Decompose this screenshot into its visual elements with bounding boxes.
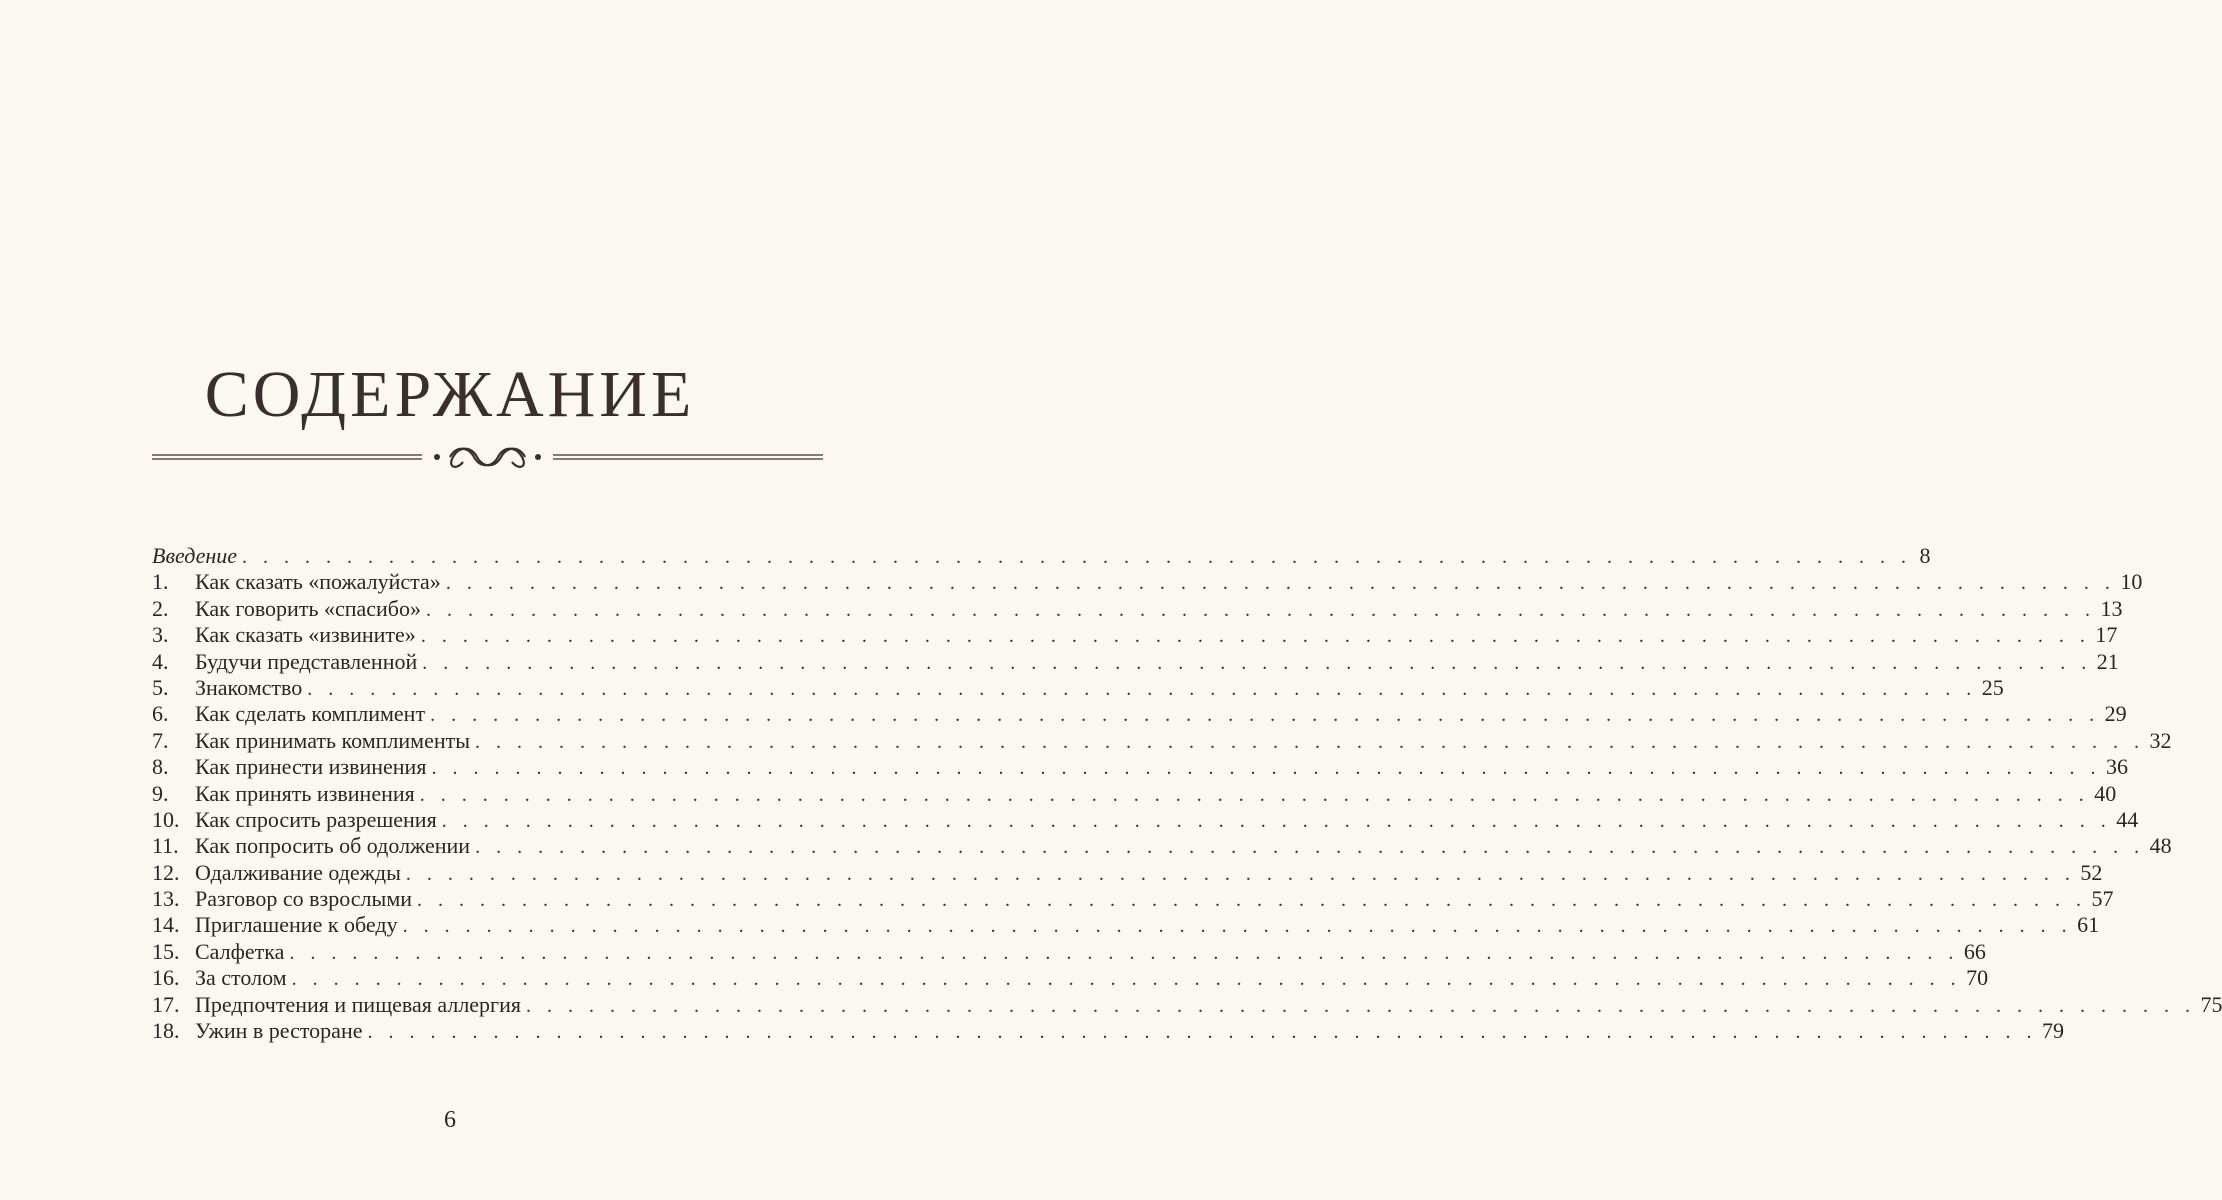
toc-entry-title: Предпочтения и пищевая аллергия (195, 991, 521, 1017)
toc-entry-number: 6. (152, 701, 169, 727)
toc-entry-page: 44 (2116, 806, 2139, 832)
toc-entry-number: 11. (152, 833, 179, 859)
toc-entry-title: Как говорить «спасибо» (195, 595, 422, 621)
toc-entry-page: 10 (2120, 569, 2143, 595)
toc-entry-title: Одалживание одежды (195, 859, 401, 885)
toc-entry-number: 17. (152, 991, 180, 1017)
toc-entry (152, 833, 2172, 859)
toc-dot-leader: . . . . . . . . . . . . . . . . . . . . . . . . . . . . . . . . . . . . . . . . . . . . . . . . . . . . . . . . . . . . . . . . . . . . . . . . . . . . . . . . (441, 809, 2112, 832)
toc-entry (152, 780, 2117, 807)
toc-entry (152, 912, 2100, 938)
toc-dot-leader: . . . . . . . . . . . . . . . . . . . . . . . . . . . . . . . . . . . . . . . . . . . . . . . . . . . . . . . . . . . . . . . . . . . . . . . . . . . . . . . . (430, 704, 2100, 727)
toc-dot-leader: . . . . . . . . . . . . . . . . . . . . . . . . . . . . . . . . . . . . . . . . . . . . . . . . . . . . . . . . . . . . . . . . . . . . . . . . . . . . . . . . (426, 598, 2096, 621)
toc-entry (152, 965, 1989, 991)
toc-entry-number: 10. (152, 806, 180, 832)
toc-entry (152, 886, 2114, 912)
toc-entry-number: 4. (152, 648, 169, 674)
toc-dot-leader: . . . . . . . . . . . . . . . . . . . . . . . . . . . . . . . . . . . . . . . . . . . . . . . . . . . . . . . . . . . . . . . . . . . . . . . . . . . . . . . . (422, 651, 2092, 674)
toc-entry (152, 701, 2127, 727)
toc-entry-title: Будучи представленной (195, 648, 418, 674)
toc-entry-number: 12. (152, 859, 180, 885)
toc-entry-number: 1. (152, 569, 169, 595)
toc-entry-number: 3. (152, 622, 169, 648)
toc-entry-page: 17 (2095, 622, 2118, 648)
toc-entry-page: 48 (2149, 833, 2172, 859)
toc-entry-title: Знакомство (195, 674, 303, 700)
toc-entry (152, 938, 1986, 965)
toc-entry-page: 75 (2200, 991, 2222, 1017)
toc-entry-page: 36 (2105, 754, 2128, 780)
toc-entry (152, 859, 2103, 886)
toc-entry (152, 569, 2143, 595)
title-divider-ornament (150, 440, 825, 480)
toc-entry (152, 1018, 2064, 1044)
toc-dot-leader: . . . . . . . . . . . . . . . . . . . . . . . . . . . . . . . . . . . . . . . . . . . . . . . . . . . . . . . . . . . . . . . . . . . . . . . . . . . . . . . . (417, 889, 2087, 912)
toc-entry-number: 7. (152, 727, 169, 753)
toc-entry-page: 13 (2100, 595, 2123, 621)
toc-entry-title: Как сделать комплимент (195, 701, 426, 727)
toc-entry-page: 21 (2096, 648, 2119, 674)
toc-entry (152, 674, 2004, 701)
toc-entry-page: 57 (2091, 886, 2114, 912)
toc-dot-leader: . . . . . . . . . . . . . . . . . . . . . . . . . . . . . . . . . . . . . . . . . . . . . . . . . . . . . . . . . . . . . . . . . . . . . . . . . . . . . . . . (431, 757, 2101, 780)
page-title: СОДЕРЖАНИЕ (204, 358, 696, 431)
toc-entry-page: 61 (2077, 912, 2100, 938)
toc-dot-leader: . . . . . . . . . . . . . . . . . . . . . . . . . . . . . . . . . . . . . . . . . . . . . . . . . . . . . . . . . . . . . . . . . . . . . . . . . . . . . . . . (525, 994, 2196, 1017)
toc-entry-page: 52 (2080, 859, 2103, 885)
toc-entry (152, 622, 2118, 648)
toc-entry-title: Ужин в ресторане (195, 1018, 363, 1044)
toc-entry-number: 13. (152, 886, 180, 912)
page-number: 6 (444, 1107, 456, 1133)
toc-entry-title: Как сказать «извините» (195, 622, 416, 648)
toc-entry-number: 16. (152, 965, 180, 991)
toc-dot-leader: . . . . . . . . . . . . . . . . . . . . . . . . . . . . . . . . . . . . . . . . . . . . . . . . . . . . . . . . . . . . . . . . . . . . . . . . . . . . . . . . (291, 968, 1962, 991)
toc-entry (152, 754, 2128, 780)
toc-entry-title: Как принести извинения (195, 754, 427, 780)
toc-entry-title: Разговор со взрослыми (195, 886, 413, 912)
toc-dot-leader: . . . . . . . . . . . . . . . . . . . . . . . . . . . . . . . . . . . . . . . . . . . . . . . . . . . . . . . . . . . . . . . . . . . . . . . . . . . . . . . . (307, 677, 1977, 700)
toc-dot-leader: . . . . . . . . . . . . . . . . . . . . . . . . . . . . . . . . . . . . . . . . . . . . . . . . . . . . . . . . . . . . . . . . . . . . . . . . . . . . . . . . (405, 862, 2076, 885)
toc-entry-title: Приглашение к обеду (195, 912, 398, 938)
toc-entry-title: Как сказать «пожалуйста» (195, 569, 441, 595)
toc-entry (152, 991, 2222, 1018)
toc-entry-title: За столом (195, 965, 287, 991)
toc-entry-number: 8. (152, 754, 169, 780)
toc-entry (152, 543, 1931, 569)
toc-entry-title: Как принимать комплименты (195, 727, 470, 753)
toc-entry-page: 25 (1981, 674, 2004, 700)
toc-dot-leader: . . . . . . . . . . . . . . . . . . . . . . . . . . . . . . . . . . . . . . . . . . . . . . . . . . . . . . . . . . . . . . . . . . . . . . . . . . . . . . . . (475, 836, 2145, 859)
table-of-contents (152, 543, 2222, 1044)
toc-entry-page: 66 (1963, 938, 1986, 964)
toc-dot-leader: . . . . . . . . . . . . . . . . . . . . . . . . . . . . . . . . . . . . . . . . . . . . . . . . . . . . . . . . . . . . . . . . . . . . . . . . . . . . . . . . (419, 783, 2090, 806)
toc-entry-page: 32 (2149, 727, 2172, 753)
toc-entry (152, 806, 2139, 833)
toc-entry-number: 14. (152, 912, 180, 938)
toc-entry (152, 648, 2119, 675)
toc-entry-page: 70 (1966, 965, 1989, 991)
toc-dot-leader: . . . . . . . . . . . . . . . . . . . . . . . . . . . . . . . . . . . . . . . . . . . . . . . . . . . . . . . . . . . . . . . . . . . . . . . . . . . . . . . . (367, 1021, 2037, 1044)
toc-entry-page: 79 (2041, 1018, 2064, 1044)
toc-entry-number: 15. (152, 938, 180, 964)
toc-entry-page: 40 (2094, 780, 2117, 806)
toc-dot-leader: . . . . . . . . . . . . . . . . . . . . . . . . . . . . . . . . . . . . . . . . . . . . . . . . . . . . . . . . . . . . . . . . . . . . . . . . . . . . . . . . (289, 941, 1959, 964)
toc-entry-page: 8 (1919, 543, 1931, 568)
toc-entry-number: 2. (152, 595, 169, 621)
toc-entry-title: Как попросить об одолжении (195, 833, 471, 859)
toc-entry-title: Как принять извинения (195, 780, 415, 806)
toc-entry-page: 29 (2104, 701, 2127, 727)
toc-dot-leader: . . . . . . . . . . . . . . . . . . . . . . . . . . . . . . . . . . . . . . . . . . . . . . . . . . . . . . . . . . . . . . . . . . . . . . . . . . . . . . . . (445, 572, 2116, 595)
toc-entry (152, 727, 2172, 754)
toc-entry (152, 595, 2123, 622)
toc-entry-title: Как спросить разрешения (195, 806, 437, 832)
toc-entry-number: 9. (152, 780, 169, 806)
toc-dot-leader: . . . . . . . . . . . . . . . . . . . . . . . . . . . . . . . . . . . . . . . . . . . . . . . . . . . . . . . . . . . . . . . . . . . . . . . . . . . . . . . . (475, 730, 2145, 753)
toc-dot-leader: . . . . . . . . . . . . . . . . . . . . . . . . . . . . . . . . . . . . . . . . . . . . . . . . . . . . . . . . . . . . . . . . . . . . . . . . . . . . . . . . (420, 625, 2091, 648)
toc-dot-leader: . . . . . . . . . . . . . . . . . . . . . . . . . . . . . . . . . . . . . . . . . . . . . . . . . . . . . . . . . . . . . . . . . . . . . . . . . . . . . . . . (402, 915, 2073, 938)
toc-dot-leader: . . . . . . . . . . . . . . . . . . . . . . . . . . . . . . . . . . . . . . . . . . . . . . . . . . . . . . . . . . . . . . . . . . . . . . . . . . . . . . . . (242, 546, 1912, 568)
toc-entry-number: 18. (152, 1018, 180, 1044)
toc-entry-title: Салфетка (195, 938, 285, 964)
toc-entry-title: Введение (152, 543, 238, 568)
toc-entry-number: 5. (152, 674, 169, 700)
